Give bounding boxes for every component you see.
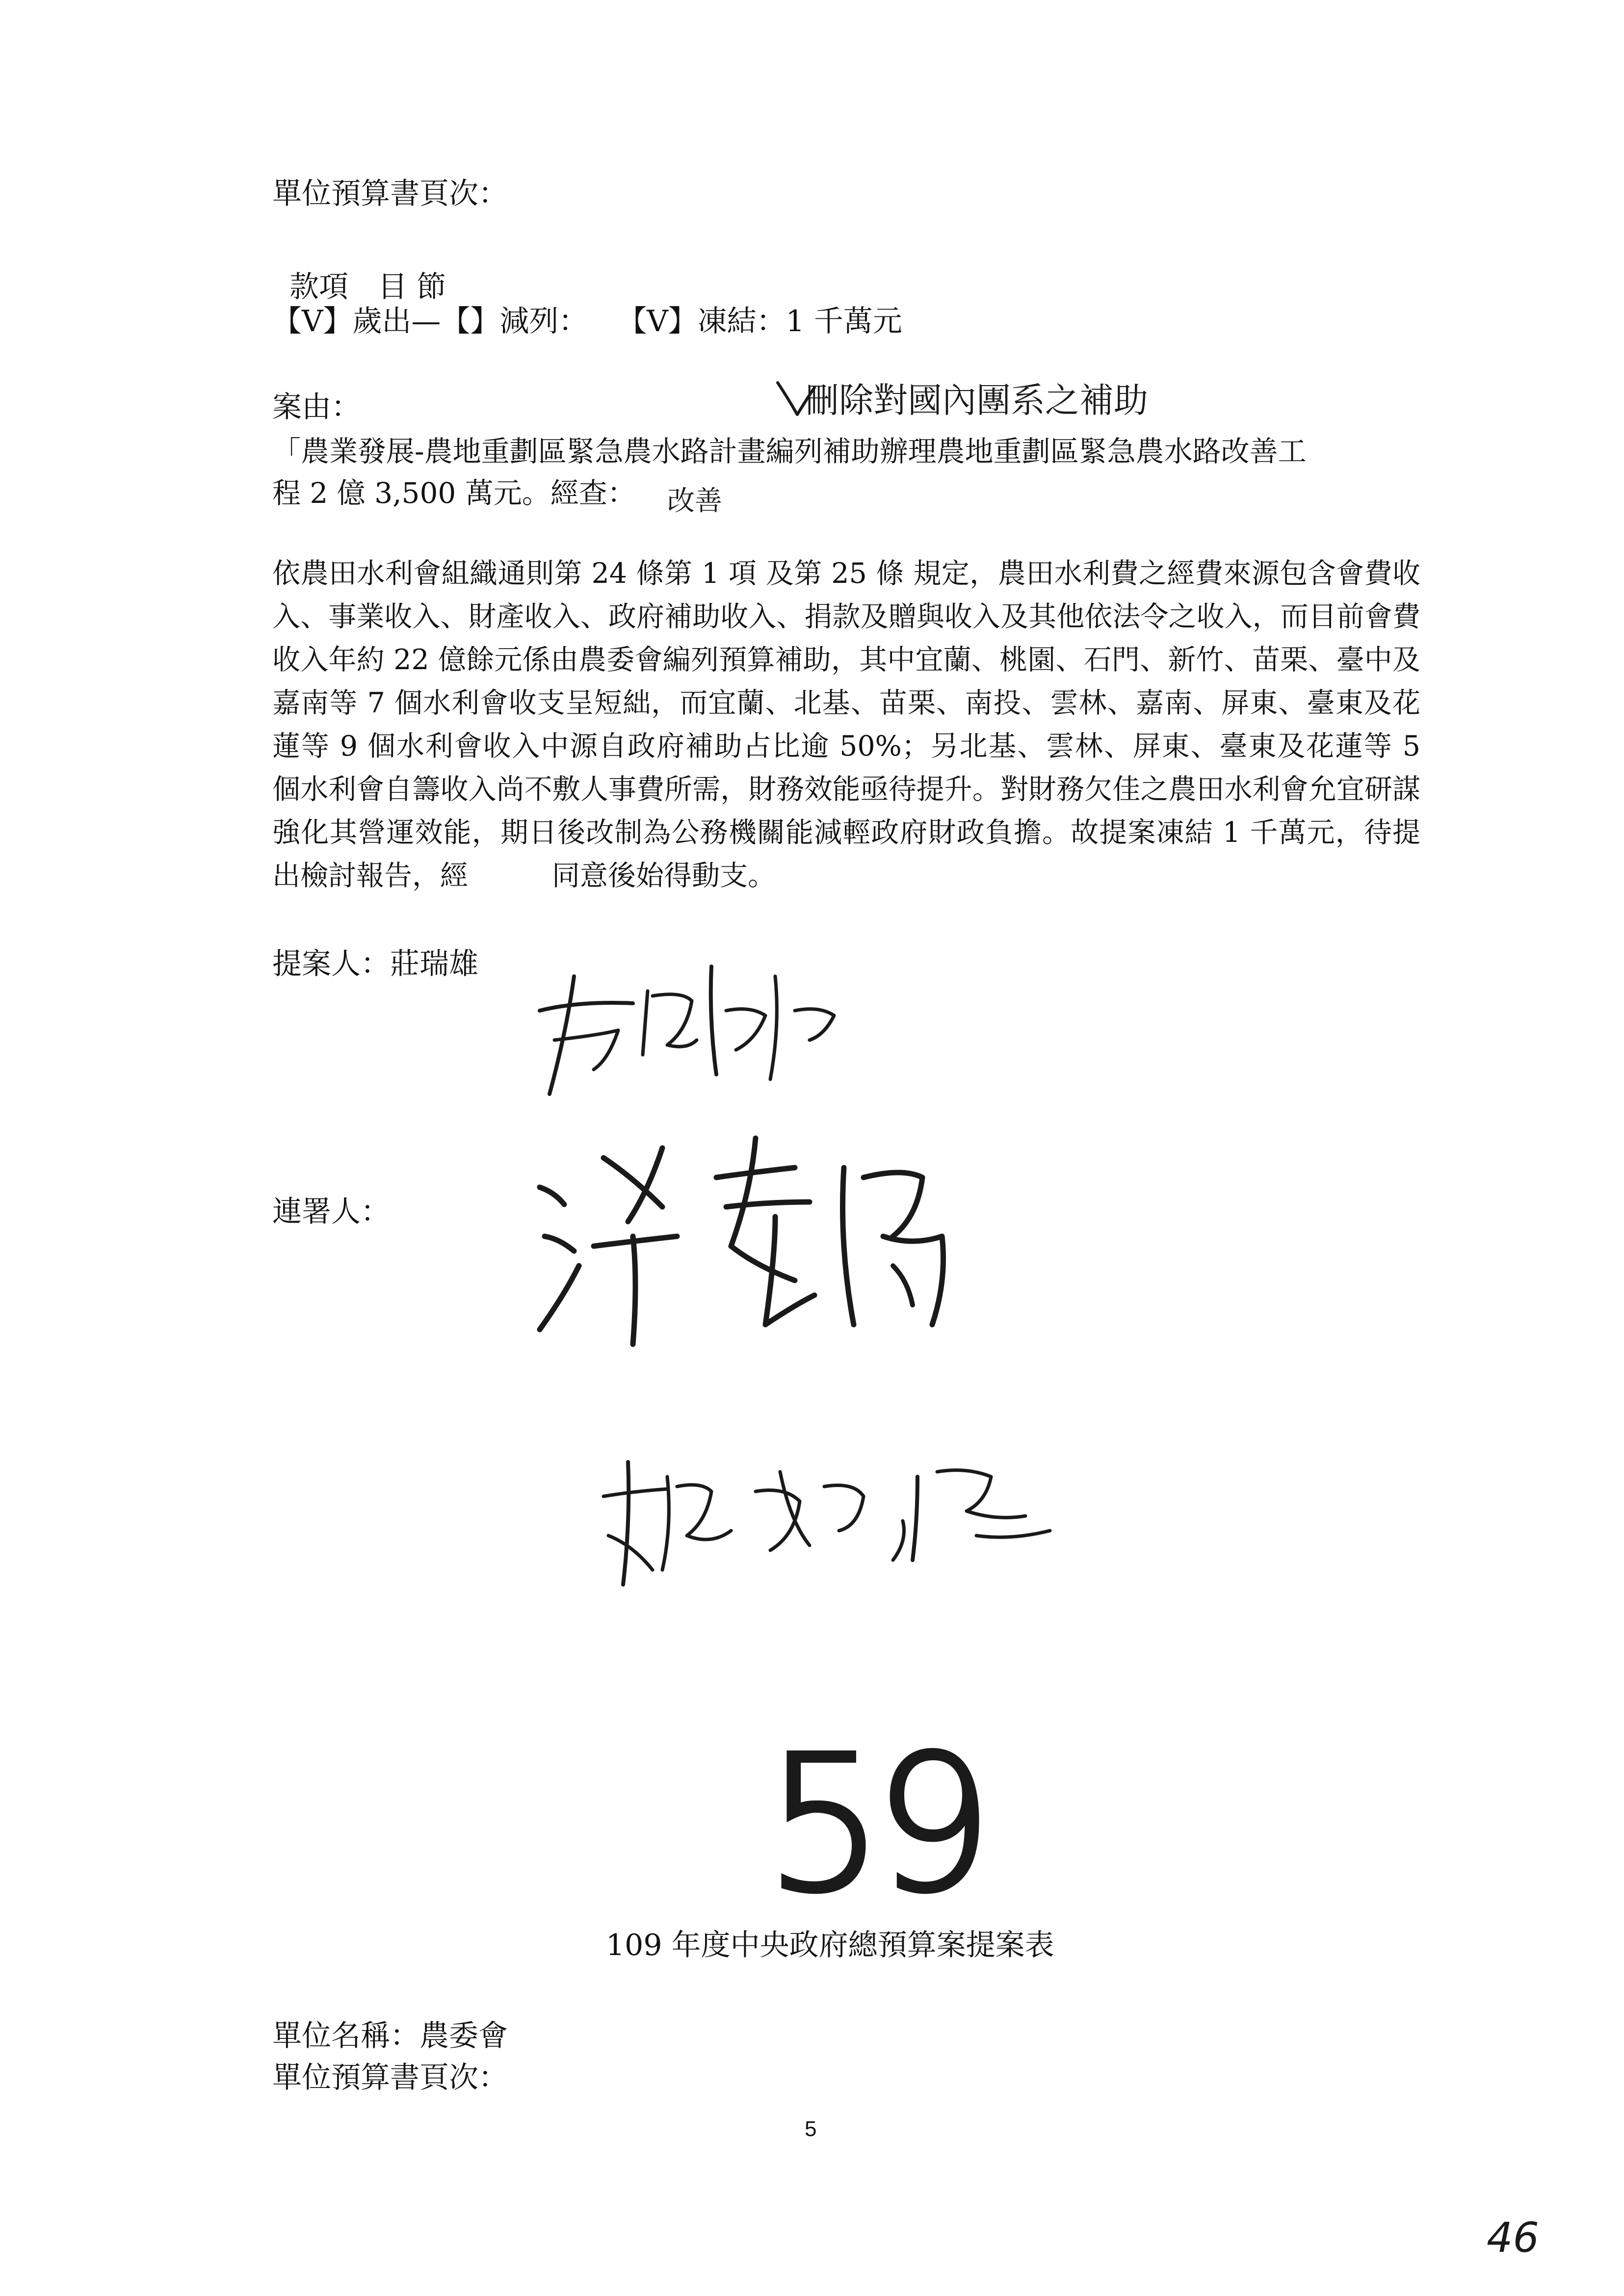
svg-text:59: 59 [765, 1716, 983, 1933]
cosigner-signature-2 [594, 1447, 1084, 1594]
case-opening-line1: 「農業發展-農地重劃區緊急農水路計畫編列補助辦理農地重劃區緊急農水路改善工 [272, 435, 1307, 468]
svg-text:刪除對國內團系之補助: 刪除對國內團系之補助 [805, 380, 1148, 420]
handwritten-note [775, 373, 1197, 432]
svg-text:46: 46 [1487, 2214, 1539, 2262]
case-paragraph: 依農田水利會組織通則第 24 條第 1 項 及第 25 條 規定，農田水利費之經費來源包含會費收入、事業收入、財產收入、政府補助收入、捐款及贈與收入及其他依法令之收入，而目前會費收入年約 22 億餘元係由農委會編列預算補助，其中宜蘭、桃園、石門、新竹、苗栗、臺中及嘉南等 7 個水利會收支呈短絀，而宜蘭、北基、苗栗、南投、雲林、嘉南、屏東、臺東及花蓮等 9 個水利會收入中源自政府補助占比逾 50%；另北基、雲林、屏東、臺東及花蓮等 5 個水利會自籌收入尚不敷人事費所需，財務效能亟待提升。對財務欠佳之農田水利會允宜研謀強化其營運效能，期日後改制為公務機關能減輕政府財政負擔。故提案凍結 1 千萬元，待提出檢討報告，經 同意後始得動支。 [272, 557, 1420, 892]
case-reason-label: 案由： [272, 390, 361, 424]
next-form-title: 109 年度中央政府總預算案提案表 [606, 1928, 1054, 1962]
action-line: 【V】歲出—【】減列： 【V】凍結：1 千萬元 [272, 304, 902, 339]
cosigner-label: 連署人： [272, 1195, 390, 1229]
proposer-label: 提案人：莊瑞雄 [272, 947, 478, 981]
next-form-budget-page-label: 單位預算書頁次： [272, 2061, 508, 2095]
budget-page-label: 單位預算書頁次： [272, 177, 508, 211]
handwritten-page-number [1482, 2208, 1560, 2267]
handwritten-fix [662, 471, 780, 525]
proposer-signature [520, 947, 864, 1104]
next-form-unit-name: 單位名稱：農委會 [272, 2019, 508, 2053]
item-label: 款項 目 節 [289, 270, 446, 304]
svg-text:改善: 改善 [667, 485, 722, 517]
case-opening-line2: 程 2 億 3,500 萬元。經查： [272, 476, 636, 510]
cosigner-signature-1 [520, 1119, 1011, 1354]
handwritten-number-stamp [756, 1716, 983, 1933]
page-number: 5 [805, 2117, 817, 2141]
